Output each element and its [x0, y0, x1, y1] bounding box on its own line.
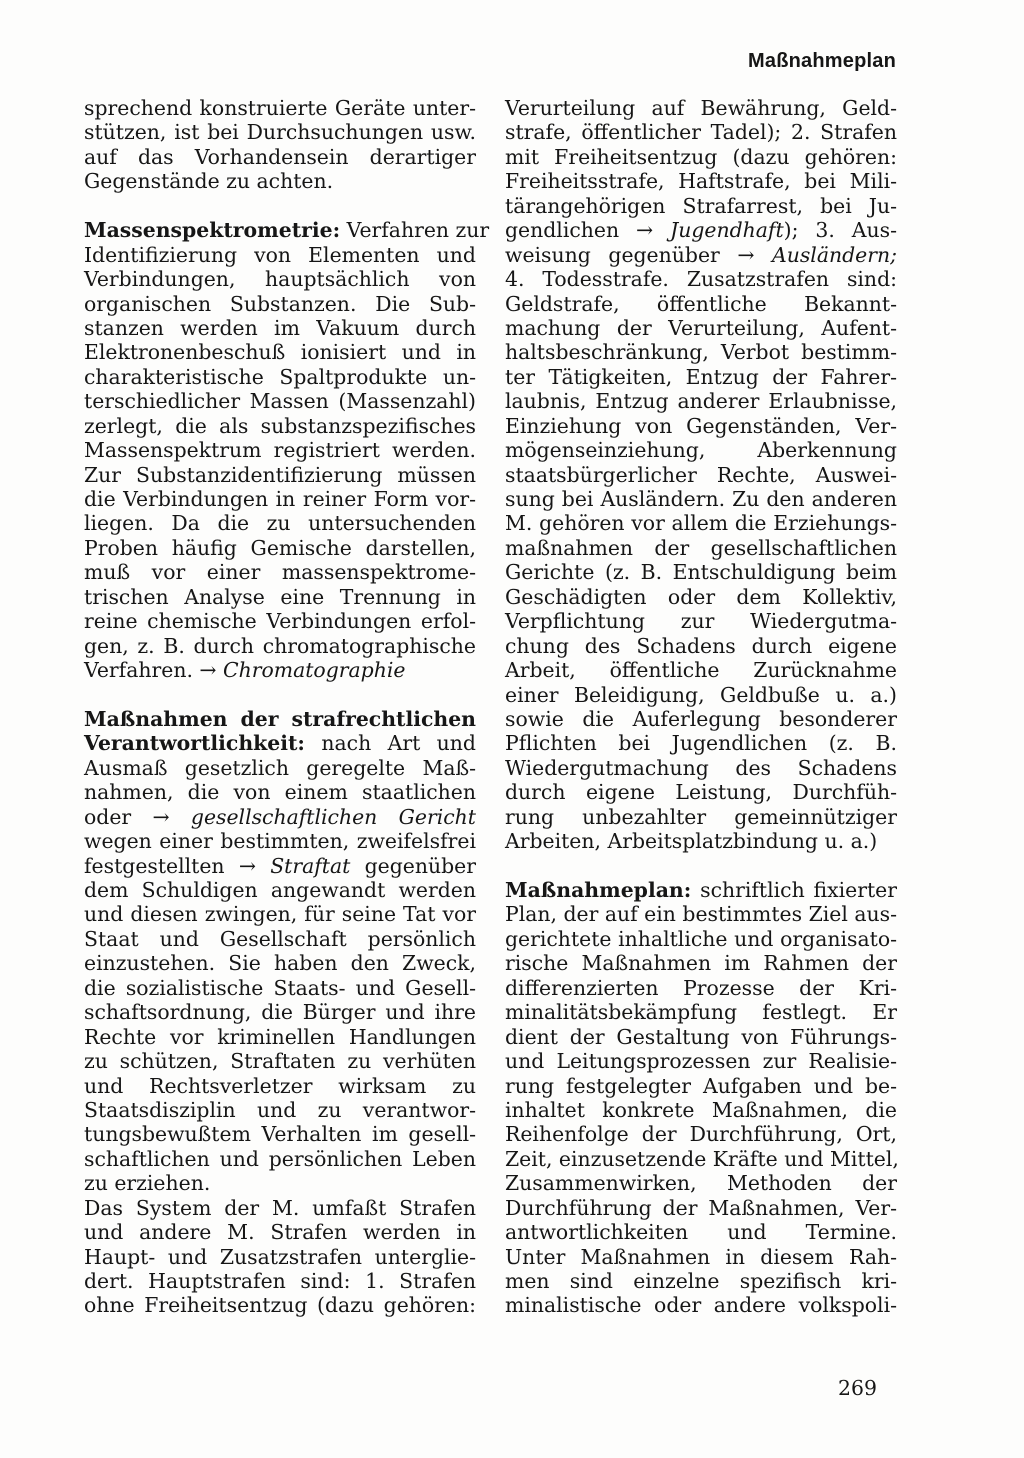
- text-line: dert. Hauptstrafen sind: 1. Strafen: [84, 1269, 476, 1293]
- text-line: ter Tätigkeiten, Entzug der Fahrer-: [505, 364, 897, 389]
- text-line: muß vor einer massenspektrome-: [84, 560, 476, 585]
- entry-term-massnahmeplan: Maßnahmeplan:: [505, 878, 692, 902]
- text-line: inhaltet konkrete Maßnahmen, die: [505, 1097, 897, 1122]
- text-line: [84, 658, 476, 682]
- text-fragment: weisung gegenüber →: [505, 242, 772, 267]
- text-line: [505, 218, 897, 242]
- text-line: gen, z. B. durch chromatographische: [84, 633, 476, 658]
- text-line: sung bei Ausländern. Zu den anderen: [505, 487, 897, 511]
- text-line: laubnis, Entzug anderer Erlaubnisse,: [505, 389, 897, 414]
- text-line: Verbindungen, hauptsächlich von: [84, 267, 476, 292]
- text-fragment: festgestellten →: [84, 853, 271, 878]
- text-line: Elektronenbeschuß ionisiert und in: [84, 340, 476, 365]
- text-line: organischen Substanzen. Die Sub-: [84, 291, 476, 316]
- text-line: Staatsdisziplin und zu verantwor-: [84, 1097, 476, 1122]
- text-line: zerlegt, die als substanzspezifisches: [84, 413, 476, 438]
- text-line: stützen, ist bei Durchsuchungen usw.: [84, 120, 476, 145]
- entry-text: Verfahren zur: [340, 218, 490, 243]
- text-line: ohne Freiheitsentzug (dazu gehören:: [84, 1293, 476, 1318]
- text-fragment: gegenüber: [350, 853, 476, 878]
- text-line: tungsbewußtem Verhalten im gesell-: [84, 1122, 476, 1147]
- page-number: 269: [838, 1376, 877, 1400]
- text-line: Verpflichtung zur Wiedergutma-: [505, 609, 897, 634]
- entry-headword-line: [505, 878, 897, 902]
- right-column: [505, 96, 897, 1318]
- text-line: Gegenstände zu achten.: [84, 169, 334, 194]
- text-line: dem Schuldigen angewandt werden: [84, 878, 476, 902]
- text-line: und andere M. Strafen werden in: [84, 1220, 476, 1245]
- text-line: und diesen zwingen, für seine Tat vor: [84, 902, 476, 927]
- text-line: dient der Gestaltung von Führungs-: [505, 1024, 897, 1049]
- text-line: Staat und Gesellschaft persönlich: [84, 926, 476, 951]
- text-line: Reihenfolge der Durchführung, Ort,: [505, 1122, 897, 1147]
- entry-headword-line: [84, 218, 490, 243]
- entry-text: schriftlich fixierter: [691, 878, 897, 902]
- text-line: Zeit, einzusetzende Kräfte und Mittel,: [505, 1146, 899, 1171]
- text-line: nahmen, die von einem staatlichen: [84, 780, 476, 805]
- text-line: chung des Schadens durch eigene: [505, 633, 897, 658]
- text-line: terschiedlicher Massen (Massenzahl): [84, 389, 476, 414]
- text-line: staatsbürgerlicher Rechte, Auswei-: [505, 462, 897, 487]
- text-fragment: ); 3. Aus-: [783, 218, 897, 243]
- text-line: strafe, öffentlicher Tadel); 2. Strafen: [505, 120, 897, 145]
- text-line: mit Freiheitsentzug (dazu gehören:: [505, 144, 897, 169]
- text-line: Gerichte (z. B. Entschuldigung beim: [505, 560, 897, 585]
- text-line: sprechend konstruierte Geräte unter-: [84, 96, 476, 120]
- text-line: zu erziehen.: [84, 1171, 211, 1196]
- text-line: tärangehörigen Strafarrest, bei Ju-: [505, 193, 897, 218]
- cross-reference-link[interactable]: Ausländern;: [771, 242, 897, 267]
- text-fragment: Verfahren. →: [84, 658, 223, 683]
- cross-reference-link[interactable]: gesellschaftlichen Gericht: [190, 804, 476, 829]
- text-line: mögenseinziehung, Aberkennung: [505, 438, 897, 463]
- text-line: die sozialistische Staats- und Gesell-: [84, 975, 476, 1000]
- text-fragment: gendlichen →: [505, 218, 671, 243]
- text-line: durch eigene Leistung, Durchfüh-: [505, 780, 897, 805]
- text-line: Pflichten bei Jugendlichen (z. B.: [505, 731, 897, 756]
- text-line: [84, 854, 476, 878]
- text-line: minalitätsbekämpfung festlegt. Er: [505, 1000, 897, 1025]
- text-line: Haupt- und Zusatzstrafen unterglie-: [84, 1244, 476, 1269]
- text-line: rische Maßnahmen im Rahmen der: [505, 951, 897, 976]
- text-line: und Leitungsprozessen zur Realisie-: [505, 1049, 897, 1074]
- text-line: liegen. Da die zu untersuchenden: [84, 511, 476, 536]
- text-line: Das System der M. umfaßt Strafen: [84, 1195, 476, 1220]
- text-line: Plan, der auf ein bestimmtes Ziel aus-: [505, 902, 897, 927]
- text-line: men sind einzelne spezifisch kri-: [505, 1269, 897, 1293]
- text-line: Unter Maßnahmen in diesem Rah-: [505, 1244, 897, 1269]
- text-line: schaftsordnung, die Bürger und ihre: [84, 1000, 476, 1025]
- text-line: Durchführung der Maßnahmen, Ver-: [505, 1195, 897, 1220]
- text-line: maßnahmen der gesellschaftlichen: [505, 535, 897, 560]
- cross-reference-link[interactable]: Chromatographie: [222, 658, 406, 683]
- text-line: Ausmaß gesetzlich geregelte Maß-: [84, 755, 476, 780]
- entry-term-massenspektrometrie: Massenspektrometrie:: [84, 218, 341, 243]
- text-line: stanzen werden im Vakuum durch: [84, 315, 476, 340]
- text-line: Proben häufig Gemische darstellen,: [84, 535, 476, 560]
- text-line: Geldstrafe, öffentliche Bekannt-: [505, 291, 897, 316]
- text-line: Verurteilung auf Bewährung, Geld-: [505, 96, 897, 120]
- text-line: machung der Verurteilung, Aufent-: [505, 315, 897, 340]
- text-line: Einziehung von Gegenständen, Ver-: [505, 413, 897, 438]
- entry-headword-line: [84, 731, 476, 755]
- text-line: haltsbeschränkung, Verbot bestimm-: [505, 340, 897, 365]
- text-fragment: oder →: [84, 804, 191, 829]
- text-line: Massenspektrum registriert werden.: [84, 438, 476, 463]
- paragraph-gap: [505, 854, 897, 878]
- text-line: einzustehen. Sie haben den Zweck,: [84, 951, 476, 976]
- text-line: [84, 805, 476, 829]
- text-line: und Rechtsverletzer wirksam zu: [84, 1073, 476, 1098]
- cross-reference-link[interactable]: Jugendhaft: [670, 218, 784, 243]
- text-line: [505, 243, 897, 267]
- text-line: zu schützen, Straftaten zu verhüten: [84, 1049, 476, 1074]
- text-line: Freiheitsstrafe, Haftstrafe, bei Mili-: [505, 169, 897, 194]
- paragraph-gap: [84, 194, 476, 218]
- text-line: trischen Analyse eine Trennung in: [84, 584, 476, 609]
- text-line: differenzierten Prozesse der Kri-: [505, 975, 897, 1000]
- text-line: sowie die Auferlegung besonderer: [505, 706, 897, 731]
- text-line: Wiedergutmachung des Schadens: [505, 755, 897, 780]
- paragraph-gap: [84, 683, 476, 707]
- text-line: auf das Vorhandensein derartiger: [84, 144, 476, 169]
- entry-text: nach Art und: [304, 731, 476, 756]
- text-line: Rechte vor kriminellen Handlungen: [84, 1024, 476, 1049]
- text-line: Identifizierung von Elementen und: [84, 242, 476, 267]
- text-line: einer Beleidigung, Geldbuße u. a.): [505, 682, 897, 707]
- text-line: 4. Todesstrafe. Zusatzstrafen sind:: [505, 267, 897, 292]
- text-line: charakteristische Spaltprodukte un-: [84, 364, 476, 389]
- text-line: schaftlichen und persönlichen Leben: [84, 1146, 476, 1171]
- text-line: Geschädigten oder dem Kollektiv,: [505, 584, 897, 609]
- text-line: Arbeit, öffentliche Zurücknahme: [505, 658, 897, 683]
- cross-reference-link[interactable]: Straftat: [270, 853, 351, 878]
- text-line: rung unbezahlter gemeinnütziger: [505, 804, 897, 829]
- text-line: Zusammenwirken, Methoden der: [505, 1171, 897, 1196]
- text-line: Arbeiten, Arbeitsplatzbindung u. a.): [505, 829, 878, 854]
- left-column: [84, 96, 490, 1318]
- text-line: reine chemische Verbindungen erfol-: [84, 609, 476, 634]
- text-line: gerichtete inhaltliche und organisato-: [505, 926, 897, 951]
- text-line: die Verbindungen in reiner Form vor-: [84, 487, 476, 511]
- running-head: Maßnahmeplan: [748, 50, 896, 72]
- text-line: minalistische oder andere volkspoli-: [505, 1293, 897, 1318]
- entry-term-massnahmen: Maßnahmen der strafrechtlichen: [84, 706, 476, 731]
- text-line: antwortlichkeiten und Termine.: [505, 1220, 897, 1245]
- text-line: M. gehören vor allem die Erziehungs-: [505, 511, 897, 536]
- text-line: wegen einer bestimmten, zweifelsfrei: [84, 829, 476, 854]
- entry-term-continuation: Verantwortlichkeit:: [84, 731, 305, 756]
- text-line: rung festgelegter Aufgaben und be-: [505, 1073, 897, 1098]
- text-line: Zur Substanzidentifizierung müssen: [84, 462, 476, 487]
